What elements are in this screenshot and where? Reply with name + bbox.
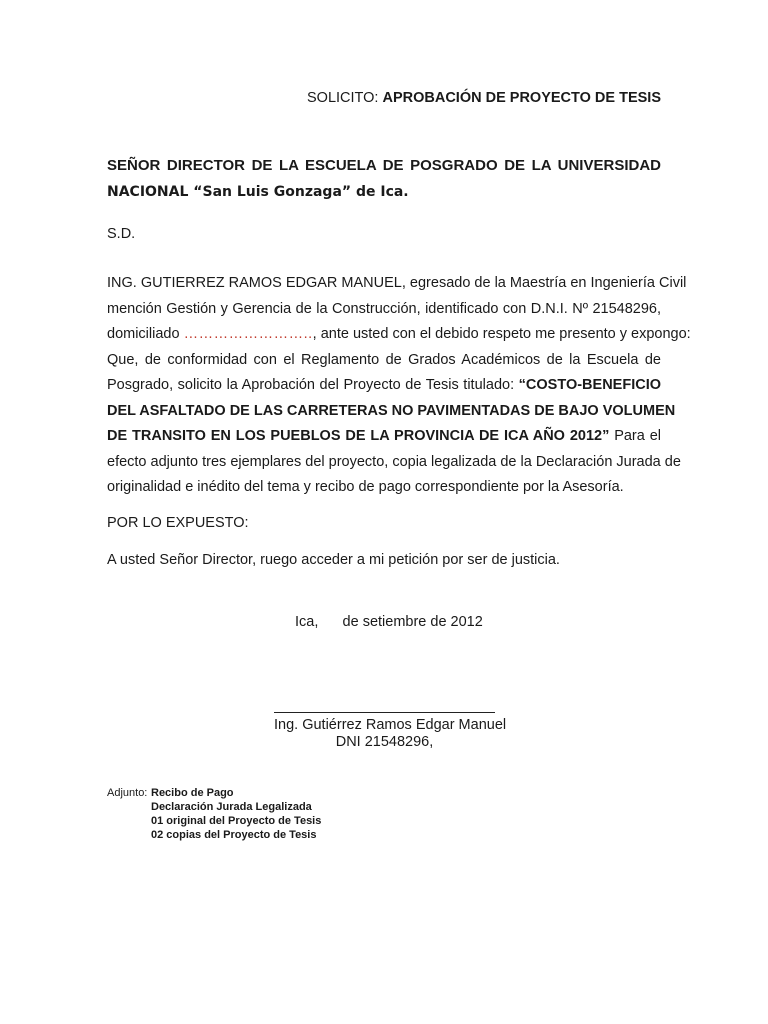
body-line-7 [107,424,661,450]
body-line-5-pre: Posgrado, solicito la Aprobación del Proyecto de Tesis titulado: [107,377,519,393]
body-line-3-post: , ante usted con el debido respeto me presento y expongo: [312,326,691,342]
signer-name: Ing. Gutiérrez Ramos Edgar Manuel [274,717,507,733]
thesis-title-part-2: DEL ASFALTADO DE LAS CARRETERAS NO PAVIMENTADAS DE BAJO VOLUMEN [107,402,676,419]
address-placeholder-dots: …………………….. [183,326,313,342]
body-line-9: originalidad e inédito del tema y recibo de pago correspondiente por la Asesoría. [107,479,624,495]
body-line-2: mención Gestión y Gerencia de la Construcción, identificado con D.N.I. Nº 21548296, [107,300,661,317]
attachment-item: Declaración Jurada Legalizada [151,801,312,813]
body-line-3-pre: domiciliado [107,326,184,342]
petition-sentence: A usted Señor Director, ruego acceder a mi petición por ser de justicia. [107,552,560,568]
salutation: S.D. [107,226,136,242]
signature-block [274,717,507,751]
body-line-6 [107,399,676,425]
addressee-block [107,152,661,206]
date-line [295,614,483,630]
date-text: de setiembre de 2012 [342,614,483,630]
signer-dni: DNI 21548296, [335,734,434,750]
attachment-item: 01 original del Proyecto de Tesis [151,815,322,827]
attachment-first-row [107,786,321,800]
body-line-4: Que, de conformidad con el Reglamento de Grados Académicos de la Escuela de [107,351,661,368]
request-label: SOLICITO: [307,90,379,106]
attachments-list [107,786,321,842]
attachments-label: Adjunto: [107,787,148,799]
thesis-title-part-3: DE TRANSITO EN LOS PUEBLOS DE LA PROVINCIA DE ICA AÑO 2012” [107,428,610,444]
attachment-item: 02 copias del Proyecto de Tesis [151,829,317,841]
body-line-1: ING. GUTIERREZ RAMOS EDGAR MANUEL, egresado de la Maestría en Ingeniería Civil [107,275,687,291]
por-lo-expuesto: POR LO EXPUESTO: [107,515,249,531]
body-line-7-post: Para el [609,428,661,444]
addressee-line-2: NACIONAL “San Luis Gonzaga” de Ica. [107,184,409,200]
body-paragraph [107,271,691,501]
request-subject [307,90,661,106]
request-title: APROBACIÓN DE PROYECTO DE TESIS [382,90,661,106]
date-place: Ica, [295,614,319,630]
body-line-3 [107,322,691,348]
attachment-item: Recibo de Pago [151,787,234,799]
body-line-8: efecto adjunto tres ejemplares del proyecto, copia legalizada de la Declaración Jurada de [107,453,681,470]
thesis-title-part-1: “COSTO-BENEFICIO [518,377,661,393]
body-line-5 [107,373,661,399]
addressee-line-1: SEÑOR DIRECTOR DE LA ESCUELA DE POSGRADO DE LA UNIVERSIDAD [107,157,661,174]
signature-line [274,712,495,713]
